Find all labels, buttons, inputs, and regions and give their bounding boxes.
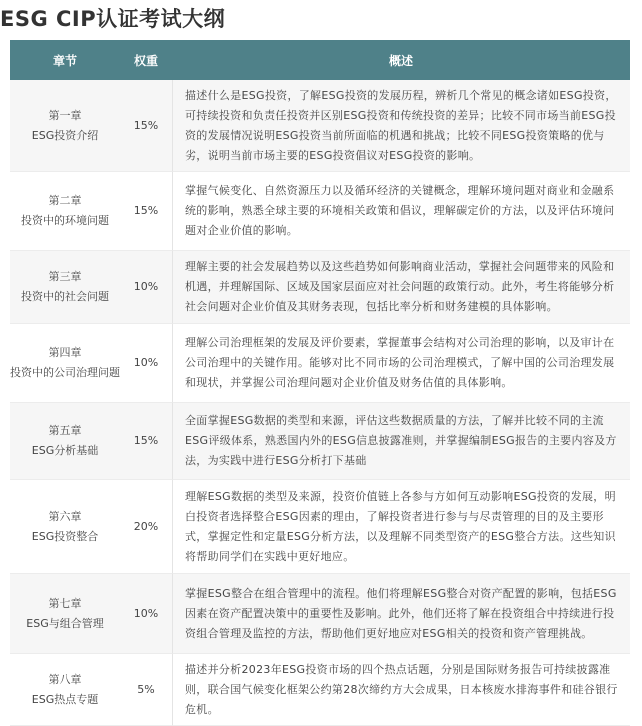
syllabus-table-container [10, 40, 630, 726]
chapter-cell [10, 574, 120, 654]
chapter-number: 第二章 [48, 194, 82, 207]
header-weight: 权重 [120, 40, 172, 80]
weight-cell: 10% [120, 324, 172, 403]
chapter-number: 第八章 [48, 672, 82, 686]
header-overview: 概述 [172, 40, 630, 80]
page-title: ESG CIP认证考试大纲 [0, 7, 226, 31]
chapter-cell [10, 324, 120, 403]
chapter-number: 第七章 [48, 596, 82, 610]
overview-cell: 描述什么是ESG投资，了解ESG投资的发展历程，辨析几个常见的概念诸如ESG投资，可持续投资和负责任投资并区别ESG投资和传统投资的差异；比较不同市场当前ESG投资的发展情况说明ESG投资当前所面临的机遇和挑战；比较不同ESG投资策略的优与劣，说明当前市场主要的ESG投资倡议对ESG投资的影响。 [172, 80, 630, 172]
weight-cell: 5% [120, 654, 172, 726]
table-row-chapter-2 [10, 172, 630, 251]
chapter-cell [10, 172, 120, 251]
chapter-number: 第六章 [48, 509, 82, 523]
overview-cell: 掌握ESG整合在组合管理中的流程。他们将理解ESG整合对资产配置的影响，包括ESG因素在资产配置决策中的重要性及影响。此外，他们还将了解在投资组合中持续进行投资组合管理及监控的方法，帮助他们更好地应对ESG相关的投资和资产管理挑战。 [172, 574, 630, 654]
chapter-number: 第四章 [48, 346, 82, 359]
table-row-chapter-1 [10, 80, 630, 172]
chapter-cell [10, 654, 120, 726]
chapter-number: 第一章 [48, 108, 82, 122]
table-row-chapter-6 [10, 480, 630, 574]
chapter-name: ESG分析基础 [31, 444, 99, 457]
chapter-name: 投资中的社会问题 [21, 290, 109, 303]
chapter-cell [10, 403, 120, 480]
table-row-chapter-7 [10, 574, 630, 654]
syllabus-table [10, 40, 630, 726]
weight-cell: 15% [120, 80, 172, 172]
overview-cell: 描述并分析2023年ESG投资市场的四个热点话题，分别是国际财务报告可持续披露准则，联合国气候变化框架公约第28次缔约方大会成果，日本核废水排海事件和硅谷银行危机。 [172, 654, 630, 726]
overview-cell: 理解公司治理框架的发展及评价要素，掌握董事会结构对公司治理的影响，以及审计在公司治理中的关键作用。能够对比不同市场的公司治理模式，了解中国的公司治理发展和现状，并掌握公司治理问题对企业价值及财务估值的具体影响。 [172, 324, 630, 403]
chapter-name: ESG热点专题 [31, 692, 99, 706]
overview-cell: 掌握气候变化、自然资源压力以及循环经济的关键概念，理解环境问题对商业和金融系统的影响，熟悉全球主要的环境相关政策和倡议，理解碳定价的方法，以及评估环境问题对企业价值的影响。 [172, 172, 630, 251]
chapter-cell [10, 80, 120, 172]
table-header-row [10, 40, 630, 80]
chapter-number: 第五章 [48, 424, 82, 437]
chapter-name: ESG投资介绍 [31, 128, 99, 142]
chapter-cell [10, 251, 120, 324]
chapter-name: 投资中的公司治理问题 [10, 366, 120, 379]
table-row-chapter-8 [10, 654, 630, 726]
weight-cell: 10% [120, 574, 172, 654]
chapter-number: 第三章 [48, 270, 82, 283]
chapter-name: ESG投资整合 [31, 529, 99, 543]
table-row-chapter-3 [10, 251, 630, 324]
overview-cell: 理解ESG数据的类型及来源，投资价值链上各参与方如何互动影响ESG投资的发展，明白投资者选择整合ESG因素的理由，了解投资者进行参与与尽责管理的目的及主要形式，掌握定性和定量ESG分析方法，以及理解不同类型资产的ESG整合方法。这些知识将帮助同学们在实践中更好地应。 [172, 480, 630, 574]
weight-cell: 15% [120, 172, 172, 251]
weight-cell: 10% [120, 251, 172, 324]
overview-cell: 全面掌握ESG数据的类型和来源，评估这些数据质量的方法，了解并比较不同的主流ESG评级体系，熟悉国内外的ESG信息披露准则，并掌握编制ESG报告的主要内容及方法，为实践中进行ESG分析打下基础 [172, 403, 630, 480]
weight-cell: 20% [120, 480, 172, 574]
table-row-chapter-4 [10, 324, 630, 403]
overview-cell: 理解主要的社会发展趋势以及这些趋势如何影响商业活动，掌握社会问题带来的风险和机遇，并理解国际、区域及国家层面应对社会问题的政策行动。此外，考生将能够分析社会问题对企业价值及其财务表现，包括比率分析和财务建模的具体影响。 [172, 251, 630, 324]
header-chapter: 章节 [10, 40, 120, 80]
chapter-name: 投资中的环境问题 [21, 214, 109, 227]
chapter-name: ESG与组合管理 [26, 616, 104, 630]
weight-cell: 15% [120, 403, 172, 480]
chapter-cell [10, 480, 120, 574]
table-row-chapter-5 [10, 403, 630, 480]
